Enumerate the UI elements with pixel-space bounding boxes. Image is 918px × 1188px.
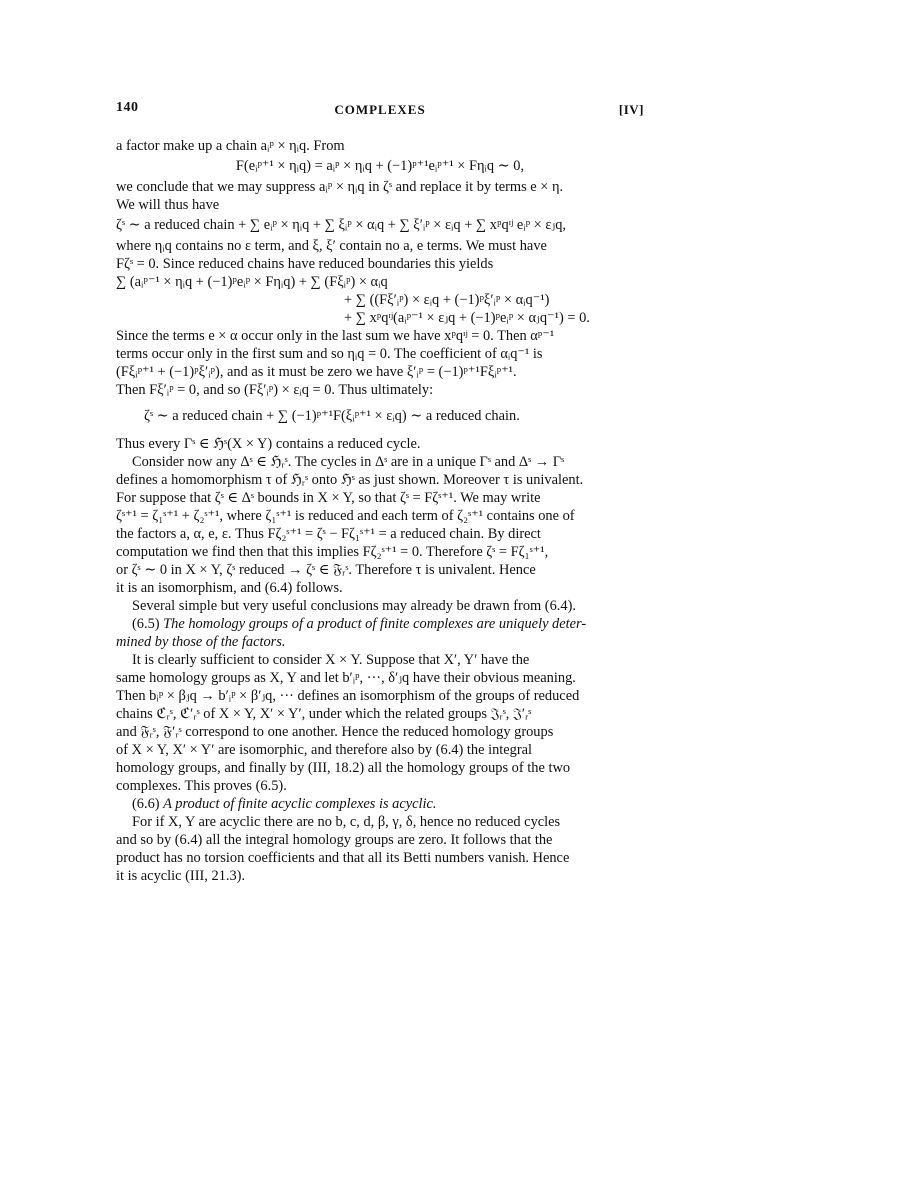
text-line: For suppose that ζˢ ∈ Δˢ bounds in X × Y, so that ζˢ = Fζˢ⁺¹. We may write — [116, 490, 541, 506]
text-line: product has no torsion coefficients and that all its Betti numbers vanish. Hence — [116, 850, 570, 866]
equation: ζˢ ∼ a reduced chain + ∑ (−1)ᵖ⁺¹F(ξᵢᵖ⁺¹ × εᵢq) ∼ a reduced chain. — [144, 408, 520, 424]
text-line: It is clearly sufficient to consider X × Y. Suppose that X′, Y′ have the — [132, 652, 530, 668]
text-line: and so by (6.4) all the integral homology groups are zero. It follows that the — [116, 832, 553, 848]
text-line: of X × Y, X′ × Y′ are isomorphic, and therefore also by (6.4) the integral — [116, 742, 533, 758]
text-line: the factors a, α, e, ε. Thus Fζ₂ˢ⁺¹ = ζˢ − Fζ₁ˢ⁺¹ = a reduced chain. By direct — [116, 526, 541, 542]
theorem-number: (6.5) — [132, 616, 164, 632]
text-line: ζˢ⁺¹ = ζ₁ˢ⁺¹ + ζ₂ˢ⁺¹, where ζ₁ˢ⁺¹ is reduced and each term of ζ₂ˢ⁺¹ contains one of — [116, 508, 575, 524]
text-line: where ηᵢq contains no ε term, and ξ, ξ′ contain no a, e terms. We must have — [116, 238, 547, 254]
text-line: Since the terms e × α occur only in the last sum we have xᵖqᶦʲ = 0. Then αᵖ⁻¹ — [116, 328, 555, 344]
text-line: complexes. This proves (6.5). — [116, 778, 287, 794]
theorem-text: The homology groups of a product of finite complexes are uniquely deter- — [163, 616, 587, 632]
text-line: Thus every Γˢ ∈ ℌˢ(X × Y) contains a reduced cycle. — [116, 436, 421, 452]
text-line: Several simple but very useful conclusions may already be drawn from (6.4). — [132, 598, 576, 614]
text-line: or ζˢ ∼ 0 in X × Y, ζˢ reduced → ζˢ ∈ 𝔉ᵣˢ. Therefore τ is univalent. Hence — [116, 562, 536, 578]
text-line: chains ℭᵣˢ, ℭ′ᵣˢ of X × Y, X′ × Y′, under which the related groups 𝔍ᵣˢ, 𝔍′ᵣˢ — [116, 706, 532, 722]
equation: + ∑ xᵖqᶦʲ(aᵢᵖ⁻¹ × εⱼq + (−1)ᵖeᵢᵖ × αⱼq⁻¹) = 0. — [344, 310, 590, 326]
equation: ∑ (aᵢᵖ⁻¹ × ηᵢq + (−1)ᵖeᵢᵖ × Fηᵢq) + ∑ (Fξᵢᵖ) × αᵢq — [116, 274, 388, 290]
text-line: For if X, Y are acyclic there are no b, c, d, β, γ, δ, hence no reduced cycles — [132, 814, 561, 830]
text-line: computation we find then that this implies Fζ₂ˢ⁺¹ = 0. Therefore ζˢ = Fζ₁ˢ⁺¹, — [116, 544, 549, 560]
running-title: COMPLEXES — [334, 102, 426, 117]
text-line: Fζˢ = 0. Since reduced chains have reduced boundaries this yields — [116, 256, 494, 272]
theorem-text: mined by those of the factors. — [116, 634, 286, 650]
text-line: same homology groups as X, Y and let b′ᵢᵖ, ···, δ′ⱼq have their obvious meaning. — [116, 670, 576, 686]
text-line: it is an isomorphism, and (6.4) follows. — [116, 580, 343, 596]
text-line: a factor make up a chain aᵢᵖ × ηᵢq. From — [116, 138, 345, 154]
text-line: defines a homomorphism τ of ℌᵣˢ onto ℌˢ as just shown. Moreover τ is univalent. — [116, 472, 584, 488]
text-line: homology groups, and finally by (III, 18.2) all the homology groups of the two — [116, 760, 571, 776]
page-body — [116, 137, 644, 885]
text-line: (Fξᵢᵖ⁺¹ + (−1)ᵖξ′ᵢᵖ), and as it must be zero we have ξ′ᵢᵖ = (−1)ᵖ⁺¹Fξᵢᵖ⁺¹. — [116, 364, 517, 380]
theorem-text: A product of finite acyclic complexes is acyclic. — [163, 796, 437, 812]
equation: ζˢ ∼ a reduced chain + ∑ eᵢᵖ × ηᵢq + ∑ ξᵢᵖ × αᵢq + ∑ ξ′ᵢᵖ × εᵢq + ∑ xᵖqᶦʲ eᵢᵖ × εⱼq, — [116, 217, 567, 233]
equation: + ∑ ((Fξ′ᵢᵖ) × εᵢq + (−1)ᵖξ′ᵢᵖ × αᵢq⁻¹) — [344, 292, 550, 308]
chapter-label: [IV] — [618, 102, 644, 117]
theorem-statement — [116, 615, 644, 633]
text-line: and 𝔉ᵣˢ, 𝔉′ᵣˢ correspond to one another. Hence the reduced homology groups — [116, 724, 554, 740]
page-number: 140 — [116, 100, 139, 115]
theorem-number: (6.6) — [132, 796, 164, 812]
text-line: terms occur only in the first sum and so ηᵢq = 0. The coefficient of αᵢq⁻¹ is — [116, 346, 543, 362]
text-line: Consider now any Δˢ ∈ ℌᵣˢ. The cycles in Δˢ are in a unique Γˢ and Δˢ → Γˢ — [132, 454, 565, 470]
text-line: we conclude that we may suppress aᵢᵖ × ηᵢq in ζˢ and replace it by terms e × η. — [116, 179, 564, 195]
text-line: it is acyclic (III, 21.3). — [116, 868, 246, 884]
equation: F(eᵢᵖ⁺¹ × ηᵢq) = aᵢᵖ × ηᵢq + (−1)ᵖ⁺¹eᵢᵖ⁺¹ × Fηᵢq ∼ 0, — [235, 158, 525, 174]
text-line: We will thus have — [116, 197, 220, 213]
text-line: Then bᵢᵖ × βⱼq → b′ᵢᵖ × β′ⱼq, ··· defines an isomorphism of the groups of reduced — [116, 688, 580, 704]
text-line: Then Fξ′ᵢᵖ = 0, and so (Fξ′ᵢᵖ) × εᵢq = 0. Thus ultimately: — [116, 382, 434, 398]
theorem-statement — [116, 795, 644, 813]
